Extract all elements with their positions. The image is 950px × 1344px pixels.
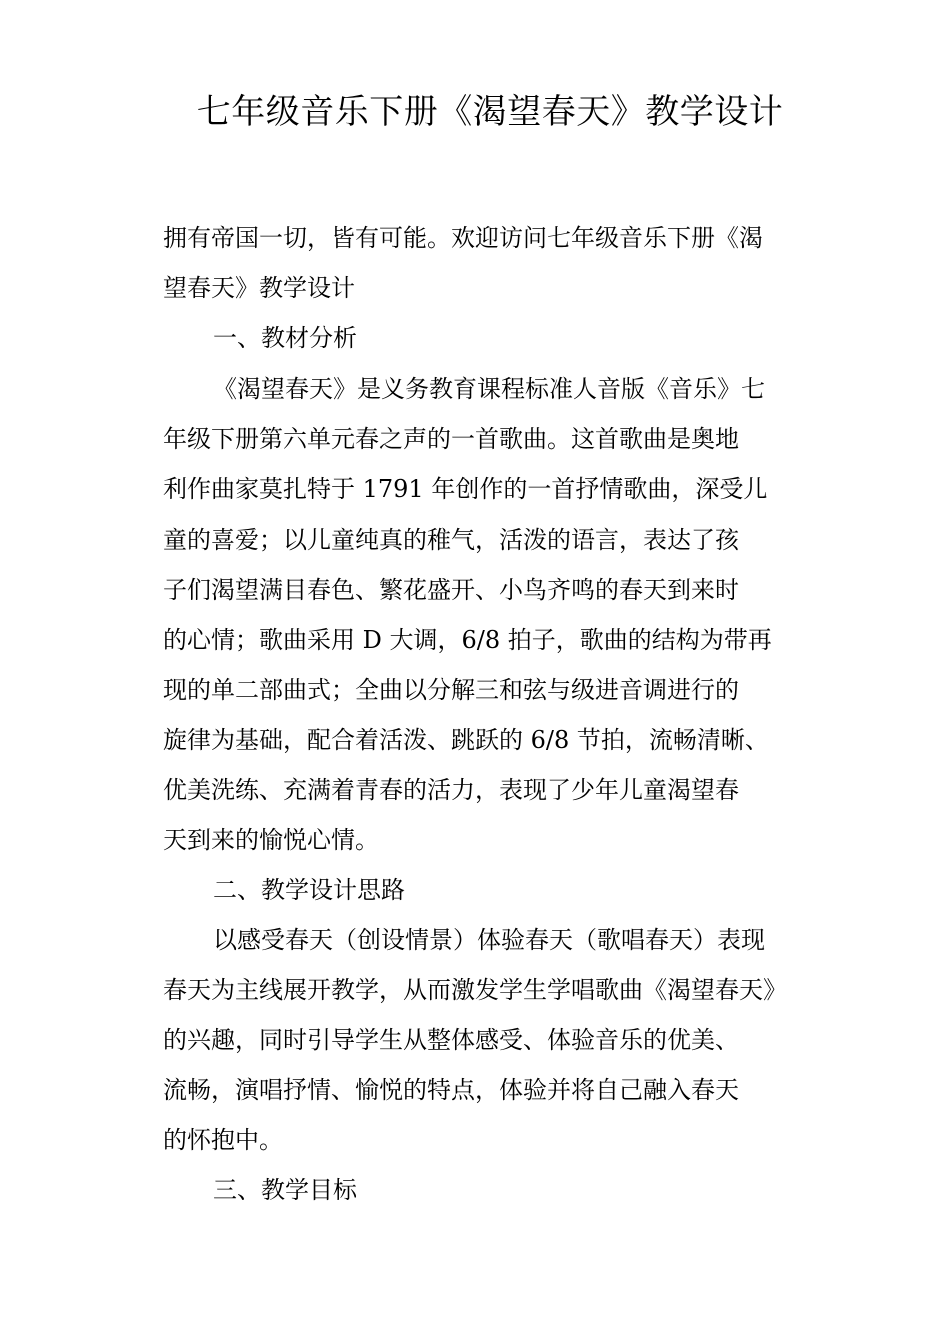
paragraph-line: 利作曲家莫扎特于 1791 年创作的一首抒情歌曲，深受儿 bbox=[163, 475, 768, 503]
paragraph-line: 天到来的愉悦心情。 bbox=[163, 826, 379, 854]
section-heading-1: 一、教材分析 bbox=[213, 324, 357, 352]
paragraph-line: 子们渴望满目春色、繁花盛开、小鸟齐鸣的春天到来时 bbox=[163, 576, 739, 604]
paragraph-line: 流畅，演唱抒情、愉悦的特点，体验并将自己融入春天 bbox=[163, 1076, 739, 1104]
paragraph-line: 优美洗练、充满着青春的活力，表现了少年儿童渴望春 bbox=[163, 776, 739, 804]
paragraph-line: 以感受春天（创设情景）体验春天（歌唱春天）表现 bbox=[213, 926, 765, 954]
paragraph-line: 的兴趣，同时引导学生从整体感受、体验音乐的优美、 bbox=[163, 1026, 739, 1054]
section-heading-2: 二、教学设计思路 bbox=[213, 876, 405, 904]
paragraph-line: 的心情；歌曲采用 D 大调，6/8 拍子，歌曲的结构为带再 bbox=[163, 626, 772, 654]
paragraph-line: 现的单二部曲式；全曲以分解三和弦与级进音调进行的 bbox=[163, 676, 739, 704]
paragraph-line: 拥有帝国一切，皆有可能。欢迎访问七年级音乐下册《渴 bbox=[163, 224, 763, 252]
document-title: 七年级音乐下册《渴望春天》教学设计 bbox=[196, 92, 784, 132]
paragraph-line: 望春天》教学设计 bbox=[163, 274, 355, 302]
paragraph-line: 童的喜爱；以儿童纯真的稚气，活泼的语言，表达了孩 bbox=[163, 526, 739, 554]
section-heading-3: 三、教学目标 bbox=[213, 1176, 357, 1204]
paragraph-line: 年级下册第六单元春之声的一首歌曲。这首歌曲是奥地 bbox=[163, 425, 739, 453]
paragraph-line: 《渴望春天》是义务教育课程标准人音版《音乐》七 bbox=[213, 375, 765, 403]
paragraph-line: 的怀抱中。 bbox=[163, 1126, 283, 1154]
paragraph-line: 旋律为基础，配合着活泼、跳跃的 6/8 节拍，流畅清晰、 bbox=[163, 726, 769, 754]
paragraph-line: 春天为主线展开教学，从而激发学生学唱歌曲《渴望春天》 bbox=[163, 976, 787, 1004]
